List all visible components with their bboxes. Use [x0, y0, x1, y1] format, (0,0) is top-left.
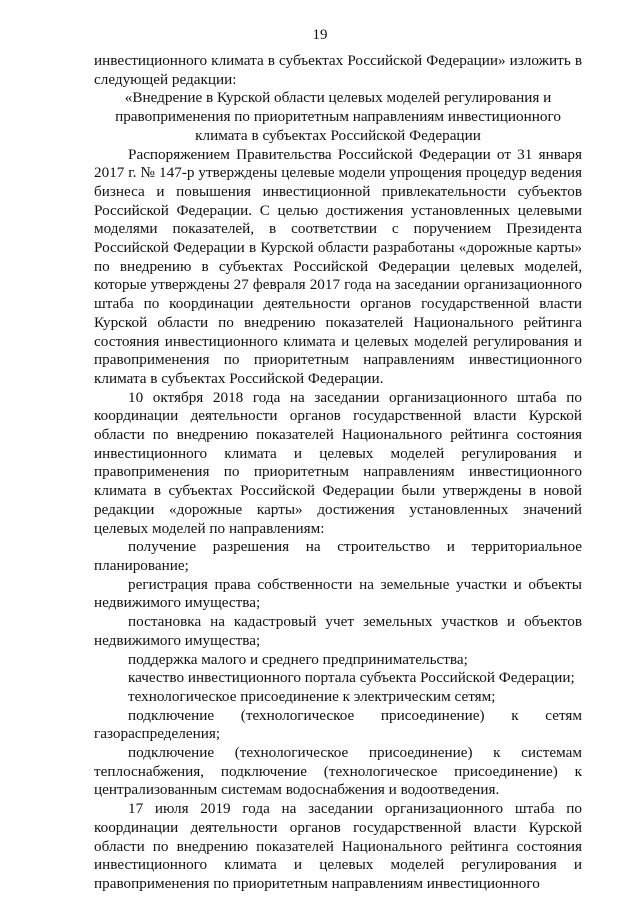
document-body [94, 52, 582, 894]
list-item-heat-water: подключение (технологическое присоединение) к системам теплоснабжения, подключение (технологическое присоединение) к централизованным системам водоснабжения и водоотведения. [94, 744, 582, 799]
page-number: 19 [312, 27, 328, 43]
list-item-construction-permit: получение разрешения на строительство и территориальное планирование; [94, 538, 582, 574]
paragraph-intro: инвестиционного климата в субъектах Российской Федерации» изложить в следующей редакции: [94, 52, 582, 88]
list-item-cadastral-registration: постановка на кадастровый учет земельных участков и объектов недвижимого имущества; [94, 613, 582, 649]
list-item-electric-grid: технологическое присоединение к электрическим сетям; [128, 687, 496, 705]
list-item-investment-portal: качество инвестиционного портала субъекта Российской Федерации; [128, 669, 575, 687]
paragraph-october-2018: 10 октября 2018 года на заседании организационного штаба по координации деятельности органов государственной власти Курской области по внедрению показателей Национального рейтинга состояния инвестиционного климата и целевых моделей регулирования и правоприменения по приоритетным направлениям инвестиционного климата в субъектах Российской Федерации были утверждены в новой редакции «дорожные карты» достижения установленных значений целевых моделей по направлениям: [94, 388, 582, 537]
paragraph-july-2019: 17 июля 2019 года на заседании организационного штаба по координации деятельности органов государственной власти Курской области по внедрению показателей Национального рейтинга состояния инвестиционного климата и целевых моделей регулирования и правоприменения по приоритетным направлениям инвестиционного [94, 800, 582, 892]
section-title: «Внедрение в Курской области целевых моделей регулирования и правоприменения по приоритетным направлениям инвестиционного климата в субъектах Российской Федерации [115, 89, 561, 144]
paragraph-decree: Распоряжением Правительства Российской Федерации от 31 января 2017 г. № 147-р утверждены целевые модели упрощения процедур ведения бизнеса и повышения инвестиционной привлекательности субъектов Российской Федерации. С целью достижения установленных целевыми моделями показателей, в соответствии с поручением Президента Российской Федерации в Курской области разработаны «дорожные карты» по внедрению в субъектах Российской Федерации целевых моделей, которые утверждены 27 февраля 2017 года на заседании организационного штаба по координации деятельности органов государственной власти Курской области по внедрению показателей Национального рейтинга состояния инвестиционного климата и целевых моделей регулирования и правоприменения по приоритетным направлениям инвестиционного климата в субъектах Российской Федерации. [94, 145, 582, 387]
list-item-gas-distribution: подключение (технологическое присоединение) к сетям газораспределения; [94, 706, 582, 743]
list-item-property-registration: регистрация права собственности на земельные участки и объекты недвижимого имущества; [94, 575, 582, 612]
list-item-sme-support: поддержка малого и среднего предпринимательства; [128, 650, 468, 668]
